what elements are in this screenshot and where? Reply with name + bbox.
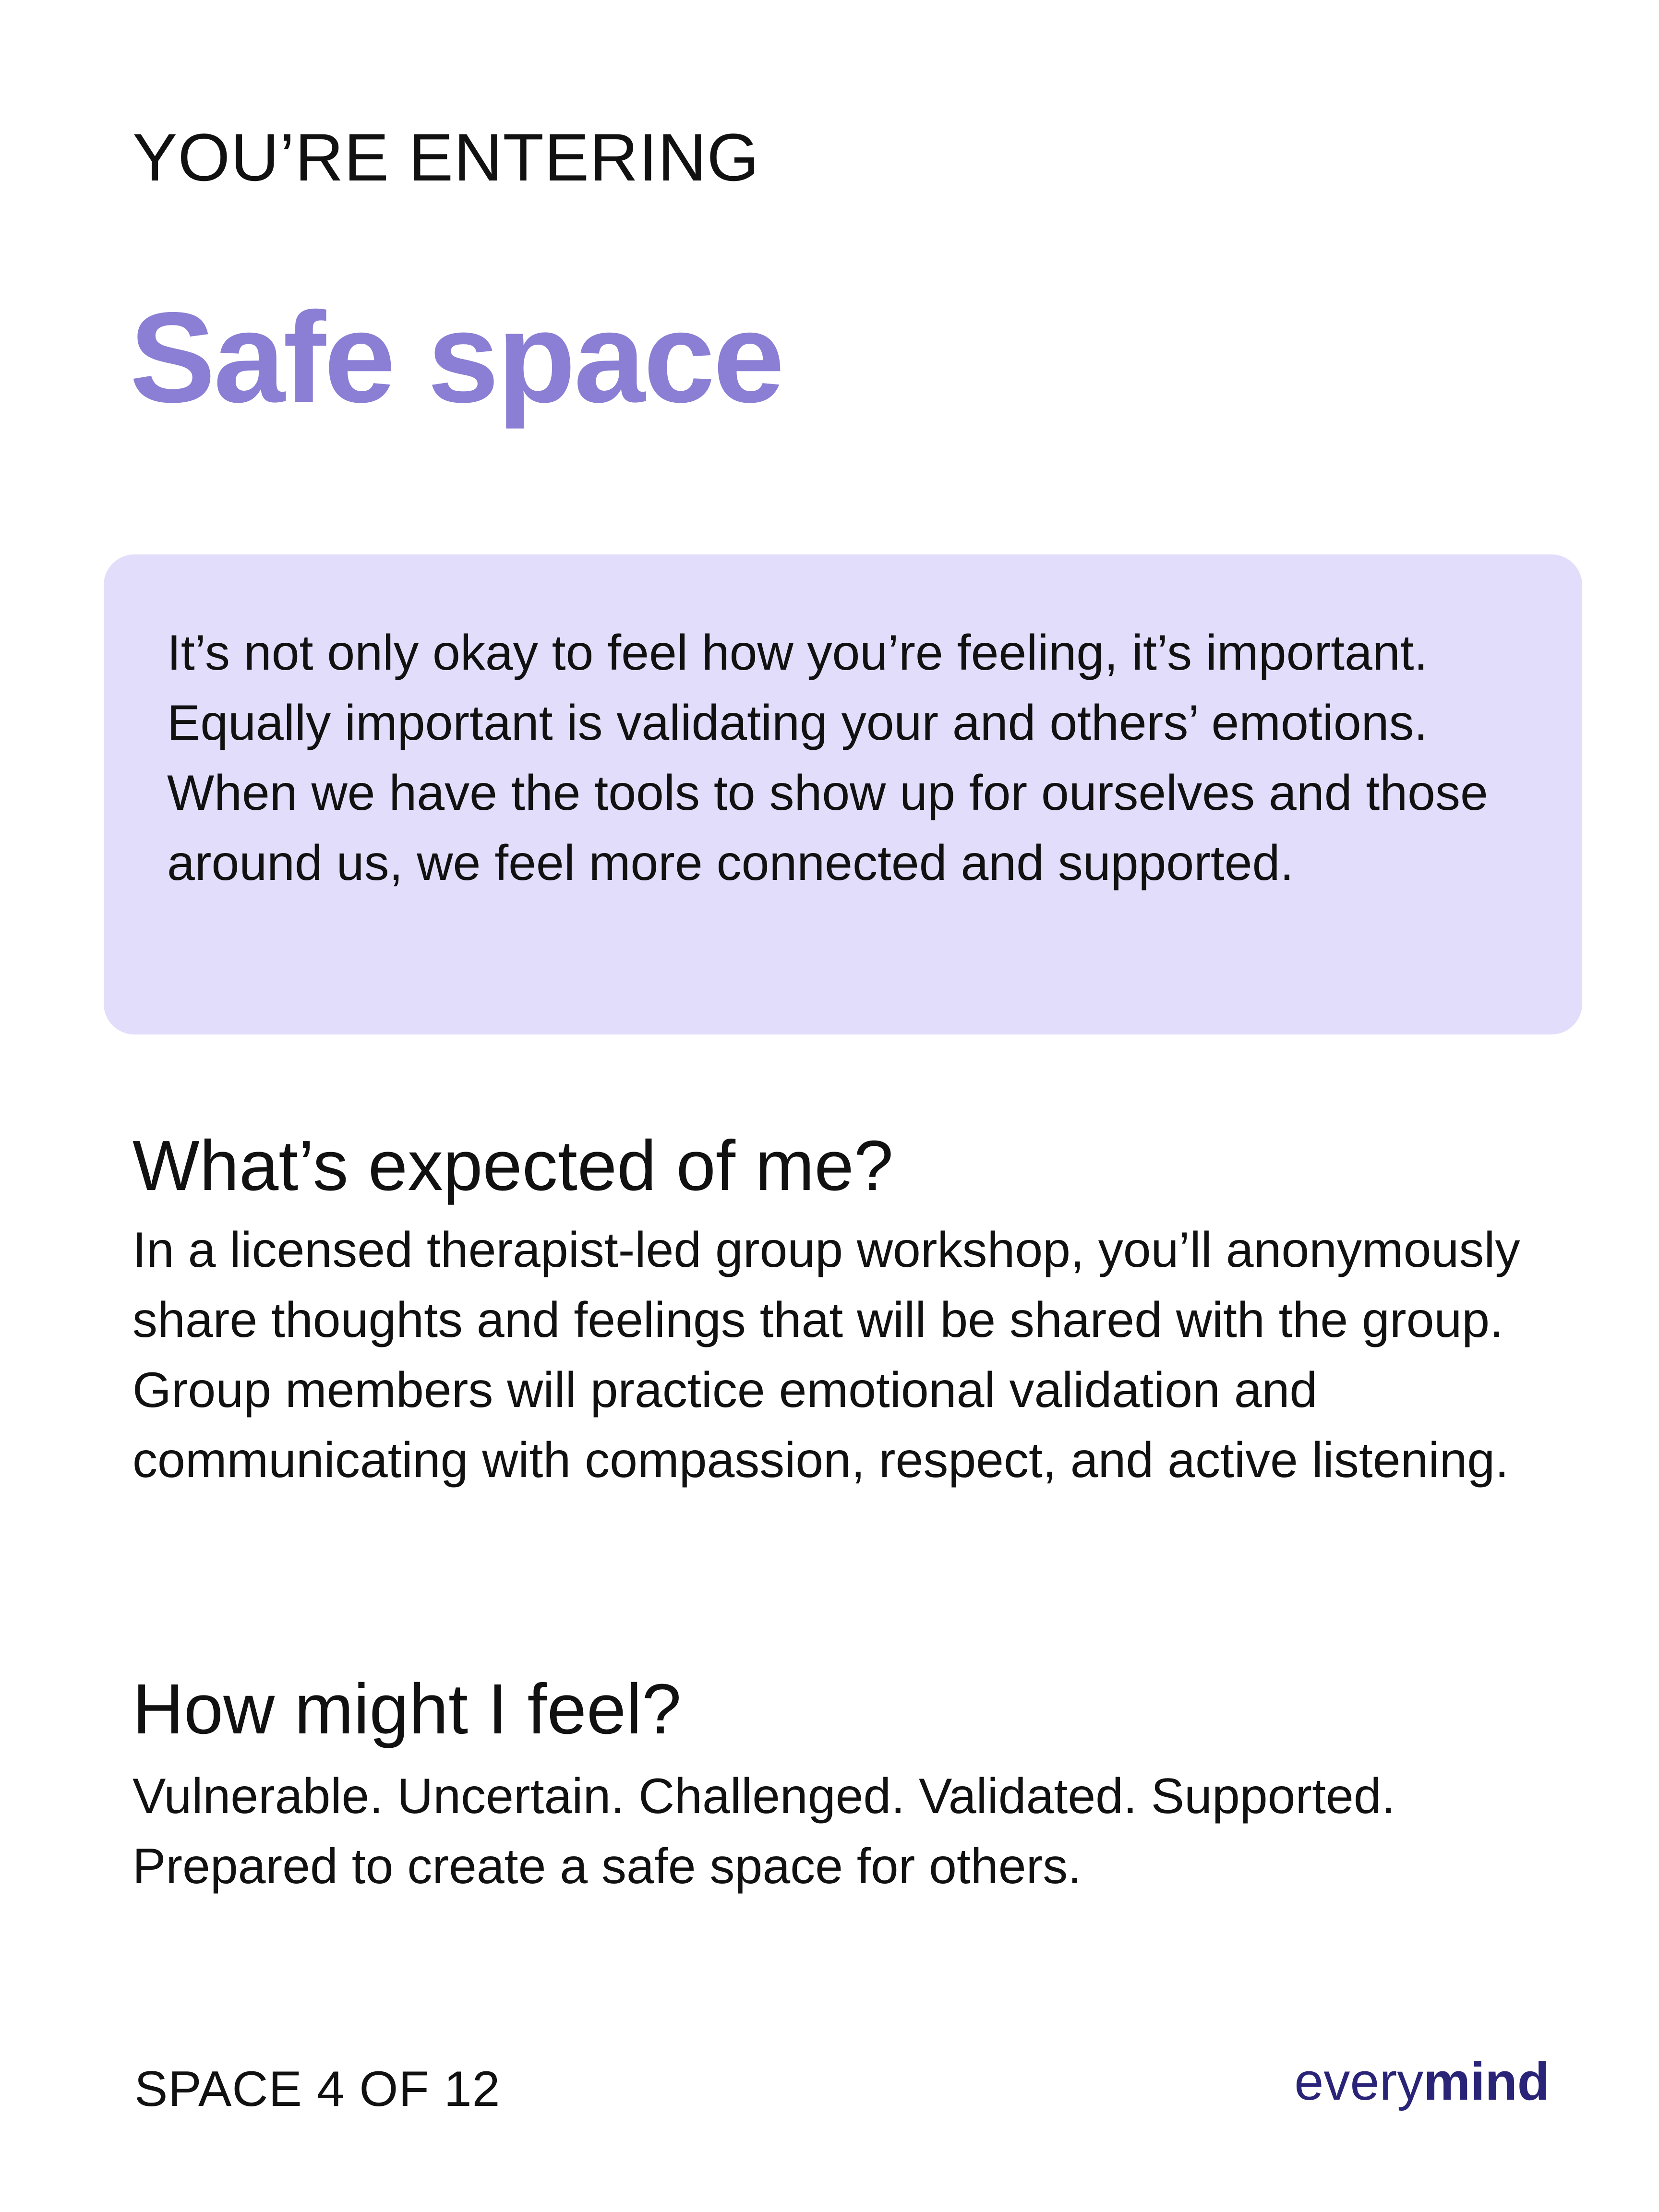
section-expectations (132, 1127, 1563, 1495)
eyebrow-label: YOU’RE ENTERING (132, 120, 760, 195)
everymind-logo (1294, 2052, 1550, 2111)
page-title: Safe space (130, 285, 783, 429)
logo-text-bold: mind (1423, 2052, 1550, 2111)
section-feelings (132, 1671, 1563, 1901)
section-heading: What’s expected of me? (132, 1126, 894, 1205)
section-heading: How might I feel? (132, 1670, 682, 1749)
section-body: In a licensed therapist-led group workshop, you’ll anonymously share thoughts and feelings that will be shared with the group. Group members will practice emotional validation and communicating with compassion, respect, and active listening. (132, 1222, 1520, 1488)
section-body: Vulnerable. Uncertain. Challenged. Validated. Supported. Prepared to create a safe space for others. (132, 1768, 1395, 1894)
intro-callout (104, 554, 1582, 1034)
intro-callout-text: It’s not only okay to feel how you’re feeling, it’s important. Equally important is validating your and others’ emotions. When we have the tools to show up for ourselves and those around us, we feel more connected and supported. (167, 625, 1488, 891)
page-indicator: SPACE 4 OF 12 (134, 2061, 501, 2117)
logo-text-light: every (1294, 2052, 1424, 2111)
